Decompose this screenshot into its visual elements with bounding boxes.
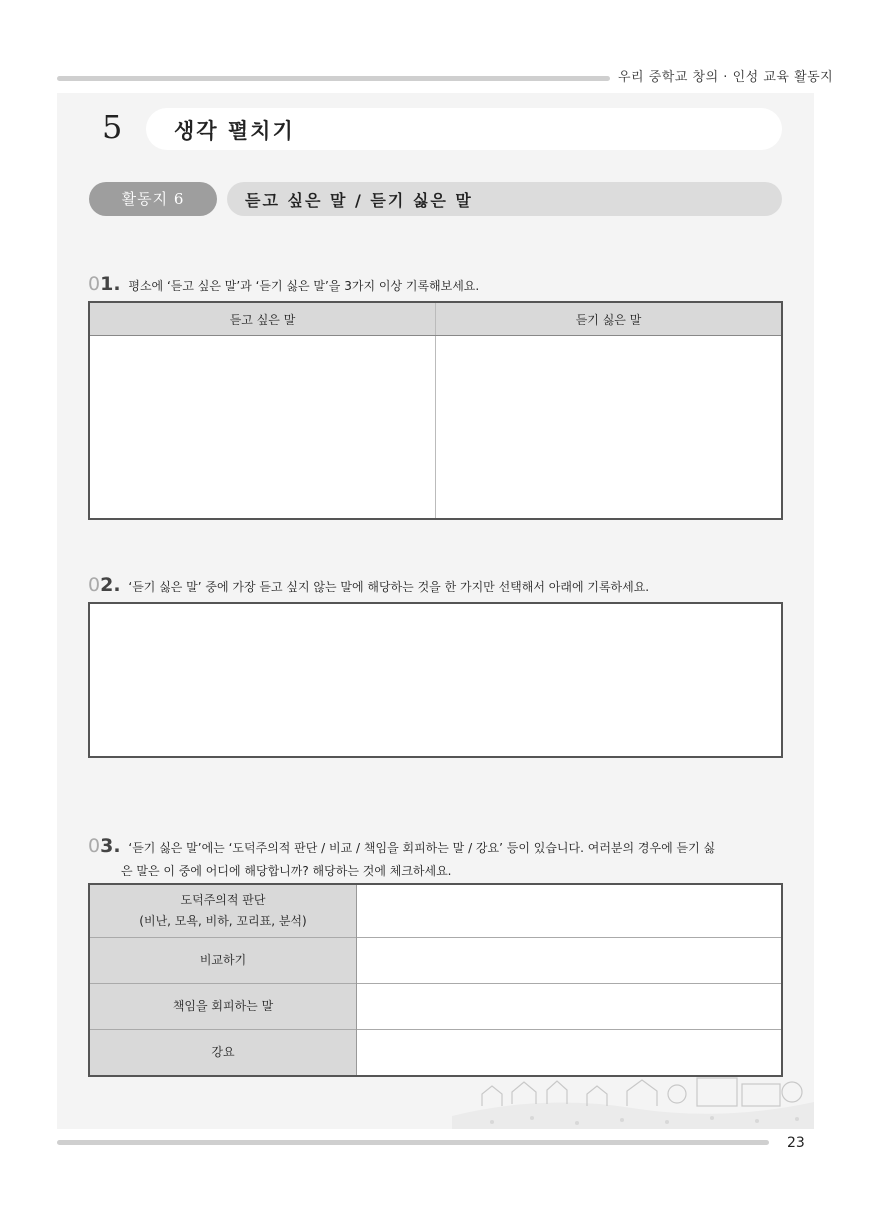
table-row <box>89 884 782 937</box>
column-header-want: 듣고 싶은 말 <box>89 302 436 336</box>
table-row <box>89 984 782 1030</box>
row-label-coercion: 강요 <box>89 1030 357 1076</box>
check-cell-moralistic[interactable] <box>357 884 783 937</box>
table-row <box>89 937 782 983</box>
column-header-dislike: 듣기 싫은 말 <box>436 302 783 336</box>
row-label-moralistic: 도덕주의적 판단 (비난, 모욕, 비하, 꼬리표, 분석) <box>89 884 357 937</box>
question-1-text: 평소에 ‘듣고 싶은 말’과 ‘듣기 싫은 말’을 3가지 이상 기록해보세요. <box>128 279 480 293</box>
check-cell-comparison[interactable] <box>357 937 783 983</box>
village-illustration <box>452 1066 814 1129</box>
question-3-text-line2: 은 말은 이 중에 어디에 해당합니까? 해당하는 것에 체크하세요. <box>121 864 452 878</box>
check-cell-avoid-responsibility[interactable] <box>357 984 783 1030</box>
question-3 <box>88 835 788 883</box>
q2-answer-box[interactable] <box>88 602 783 758</box>
question-2 <box>88 574 649 596</box>
question-3-text-line1: ‘듣기 싫은 말’에는 ‘도덕주의적 판단 / 비교 / 책임을 회피하는 말 / 강요’ 등이 있습니다. 여러분의 경우에 듣기 싫 <box>128 841 716 855</box>
answer-cell-want[interactable] <box>89 336 436 520</box>
q3-checklist-table <box>88 883 783 1077</box>
question-1 <box>88 273 479 295</box>
question-2-number: 02. <box>88 574 121 596</box>
section-number: 5 <box>102 108 123 146</box>
activity-title: 듣고 싶은 말 / 듣기 싫은 말 <box>245 191 473 210</box>
question-3-number: 03. <box>88 835 121 857</box>
header-rule <box>57 76 610 81</box>
q1-answer-table <box>88 301 783 520</box>
header-title: 우리 중학교 창의 · 인성 교육 활동지 <box>618 70 834 85</box>
section-title: 생각 펼치기 <box>174 119 295 143</box>
activity-label: 활동지 6 <box>89 182 217 216</box>
page-number: 23 <box>787 1135 805 1151</box>
question-1-number: 01. <box>88 273 121 295</box>
row-label-comparison: 비교하기 <box>89 937 357 983</box>
footer-rule <box>57 1140 769 1145</box>
question-2-text: ‘듣기 싫은 말’ 중에 가장 듣고 싶지 않는 말에 해당하는 것을 한 가지만 선택해서 아래에 기록하세요. <box>128 580 650 594</box>
row-label-avoid-responsibility: 책임을 회피하는 말 <box>89 984 357 1030</box>
answer-cell-dislike[interactable] <box>436 336 783 520</box>
